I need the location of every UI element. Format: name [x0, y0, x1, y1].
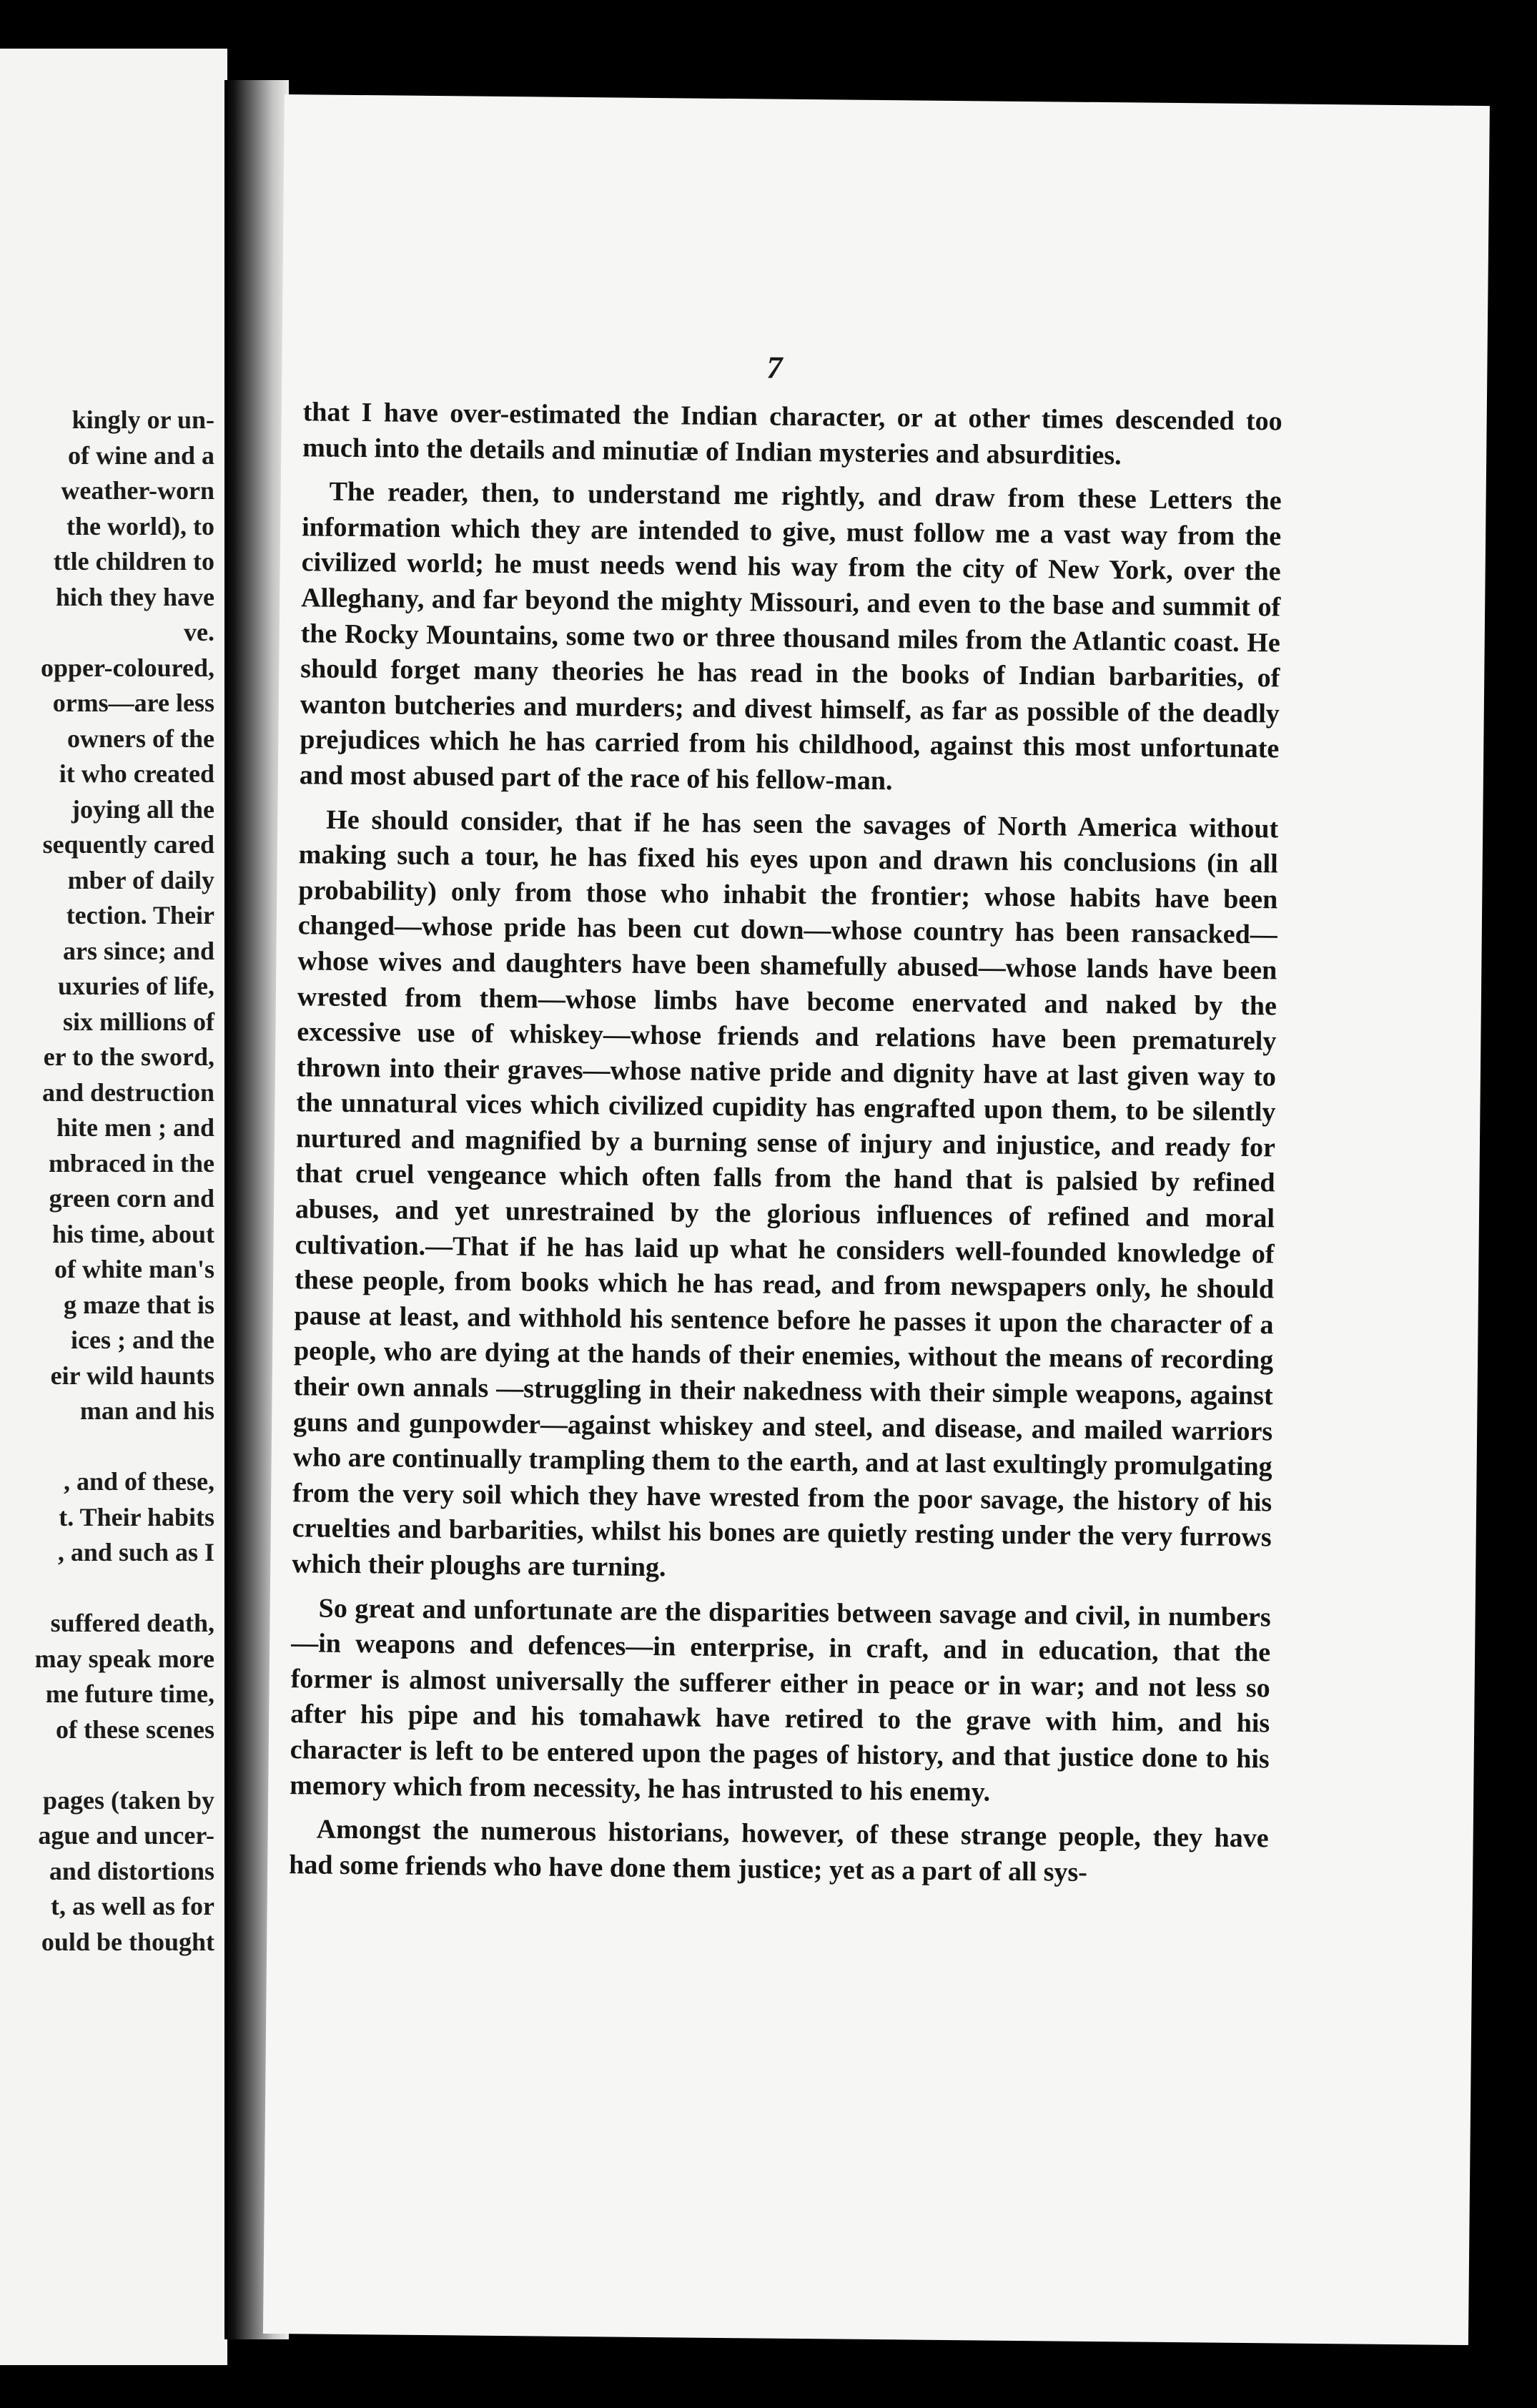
previous-page-line: joying all the	[71, 794, 214, 824]
previous-page-line: hite men ; and	[56, 1113, 214, 1142]
previous-page-line: green corn and	[49, 1184, 214, 1213]
paragraph: that I have over-estimated the Indian character, or at other times descended too much into the details and minutiæ of Indian mysteries and absurdities.	[302, 397, 1283, 470]
previous-page-line: suffered death,	[50, 1609, 214, 1637]
previous-page-line: eir wild haunts	[50, 1361, 214, 1390]
previous-page-line: and distortions	[49, 1856, 214, 1885]
previous-page-line	[0, 1571, 214, 1607]
previous-page-text	[0, 403, 214, 1960]
previous-page-line: his time, about	[51, 1219, 214, 1248]
previous-page-line	[0, 1747, 214, 1783]
previous-page-line: of these scenes	[56, 1714, 214, 1744]
previous-page-line: owners of the	[67, 724, 214, 753]
paragraph: The reader, then, to understand me rightly, and draw from these Letters the information which they are intended to give, must follow me a vast way from the civilized world; he must needs wend his way from the city of New York, over the Alleghany, and far beyond the mighty Missouri, and even to the base and summit of the Rocky Mountains, some two or three thousand miles from the Atlantic coast. He should forget many theories he has read in the books of Indian barbarities, of wanton butcheries and murders; and divest himself, as far as possible of the deadly prejudices which he has carried from his childhood, against this most unfortunate and most abused part of the race of his fellow-man.	[299, 476, 1282, 796]
previous-page-line: er to the sword,	[43, 1042, 214, 1071]
previous-page-line: ague and uncer-	[38, 1821, 214, 1850]
previous-page-line: kingly or un-	[71, 405, 214, 434]
current-page	[263, 94, 1490, 2345]
previous-page-line: ars since; and	[62, 936, 214, 965]
previous-page-line: t, as well as for	[51, 1892, 214, 1920]
previous-page-line: ould be thought	[41, 1927, 214, 1956]
previous-page-line: me future time,	[45, 1679, 214, 1708]
previous-page-line: sequently cared	[42, 830, 214, 859]
previous-page-line: ttle children to	[53, 547, 214, 576]
previous-page-line: orms—are less	[52, 689, 214, 717]
previous-page-line: man and his	[79, 1396, 214, 1425]
previous-page-line: opper-coloured,	[41, 653, 214, 682]
page-number: 7	[766, 350, 783, 385]
previous-page-line: ve.	[184, 618, 214, 646]
previous-page-line: tection. Their	[66, 901, 214, 929]
previous-page	[0, 49, 227, 2365]
previous-page-line: it who created	[59, 759, 214, 788]
previous-page-line: mbraced in the	[49, 1148, 214, 1178]
previous-page-line: of white man's	[54, 1255, 214, 1283]
previous-page-line: , and such as I	[57, 1538, 214, 1566]
previous-page-line: , and of these,	[63, 1467, 214, 1496]
previous-page-line: pages (taken by	[42, 1785, 214, 1815]
previous-page-line: hich they have	[55, 582, 214, 611]
previous-page-line: six millions of	[62, 1007, 214, 1036]
previous-page-line: g maze that is	[64, 1290, 214, 1319]
paragraph: So great and unfortunate are the disparities between savage and civil, in numbers—in weapons and defences—in enterprise, in craft, and in education, that the former is almost universally the sufferer either in peace or in war; and not less so after his pipe and his tomahawk have retired to the grave with him, and his character is left to be entered upon the pages of history, and that justice done to his memory which from necessity, he has intrusted to his enemy.	[290, 1593, 1271, 1807]
previous-page-line: the world), to	[66, 511, 214, 541]
previous-page-line: weather-worn	[61, 476, 214, 505]
previous-page-line: may speak more	[34, 1644, 214, 1673]
previous-page-line: and destruction	[41, 1077, 214, 1107]
page-body	[289, 395, 1283, 1900]
previous-page-line	[0, 1429, 214, 1465]
previous-page-line: of wine and a	[67, 440, 214, 470]
previous-page-line: mber of daily	[67, 865, 214, 894]
previous-page-line: uxuries of life,	[58, 972, 214, 1000]
previous-page-line: t. Their habits	[59, 1502, 214, 1531]
previous-page-line: ices ; and the	[71, 1326, 214, 1354]
paragraph: Amongst the numerous historians, however, of these strange people, they have had some friends who have done them justice; yet as a part of all sys-	[289, 1814, 1269, 1888]
paragraph: He should consider, that if he has seen the savages of North America without making such a tour, he has fixed his eyes upon and drawn his conclusions (in all probability) only from those who inhabit the frontier; whose habits have been changed—whose pride has been cut down—whose country has been ransacked—whose wives and daughters have been shamefully abused—whose lands have been wrested from them—whose limbs have become enervated and naked by the excessive use of whiskey—whose friends and relations have been prematurely thrown into their graves—whose native pride and dignity have at last given way to the unnatural vices which civilized cupidity has engrafted upon them, to be silently nurtured and magnified by a burning sense of injury and injustice, and ready for that cruel vengeance which often falls from the hand that is palsied by refined abuses, and yet unrestrained by the glorious influences of refined and moral cultivation.—That if he has laid up what he considers well-founded knowledge of these people, from books which he has read, and from newspapers only, he should pause at least, and withhold his sentence before he passes it upon the character of a people, who are dying at the hands of their enemies, without the means of recording their own annals —struggling in their nakedness with their simple weapons, against guns and gunpowder—against whiskey and steel, and disease, and mailed warriors who are continually trampling them to the earth, and at last exultingly promulgating from the very soil which they have wrested from the poor savage, the history of his cruelties and barbarities, whilst his bones are quietly resting under the very furrows which their ploughs are turning.	[292, 804, 1279, 1583]
